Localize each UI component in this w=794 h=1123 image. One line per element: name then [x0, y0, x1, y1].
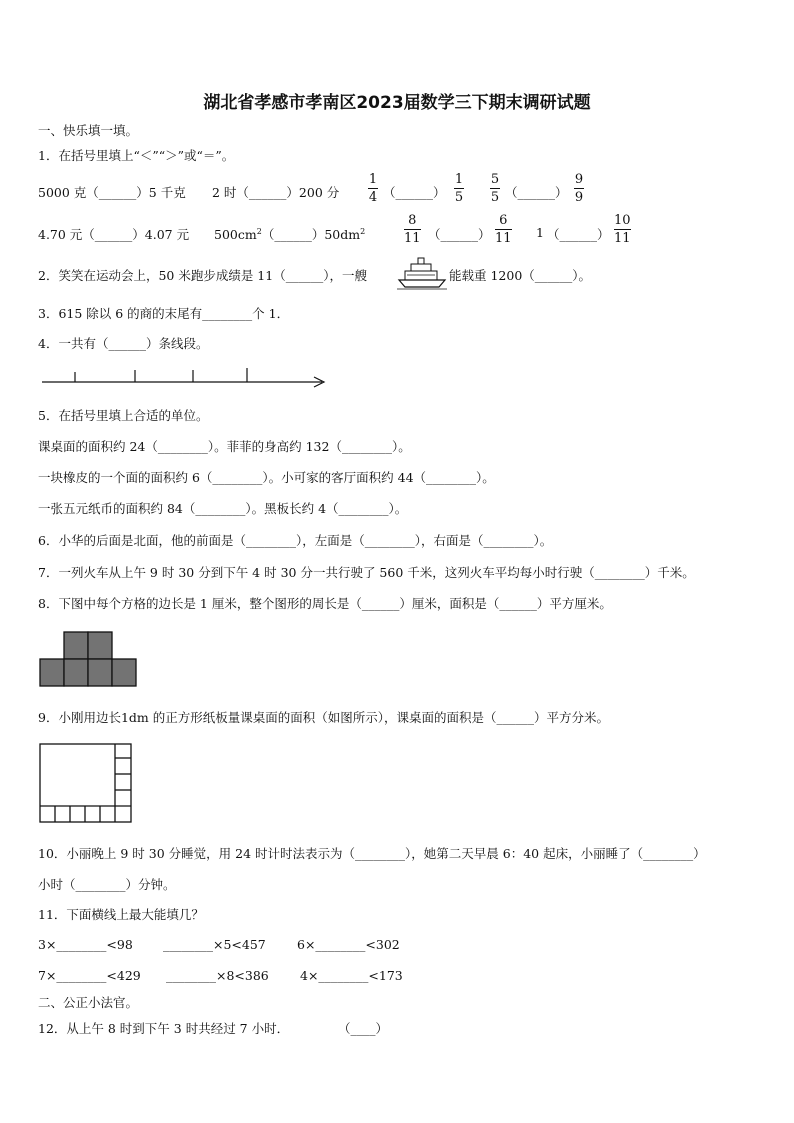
question-3: 3．615 除以 6 的商的末尾有________个 1． — [38, 306, 290, 321]
section-2-heading: 二、公正小法官。 — [38, 995, 139, 1010]
question-4: 4．一共有（______）条线段。 — [38, 336, 209, 351]
q1-blank: （______） — [383, 185, 446, 200]
q5-line-1: 课桌面的面积约 24（________）。菲菲的身高约 132（________）。 — [38, 439, 411, 454]
q1-fraction-g: 10 11 — [614, 213, 631, 246]
q1-item-mass: 5000 克（______）5 千克 — [38, 185, 186, 200]
q1-fraction-e: 8 11 — [404, 213, 421, 246]
q11-item: 6×________<302 — [297, 937, 400, 952]
q5-line-3: 一张五元纸币的面积约 84（________）。黑板长约 4（________）。 — [38, 501, 408, 516]
page-title: 湖北省孝感市孝南区2023届数学三下期末调研试题 — [203, 93, 591, 113]
section-1-heading: 一、快乐填一填。 — [38, 123, 139, 138]
q1-item-area: $500cm^2(\_\_\_\_\_\_)50dm^2$ — [214, 226, 366, 242]
q11-item: ________×8<386 — [166, 968, 269, 983]
q11-item: 7×________<429 — [38, 968, 141, 983]
question-9: 9．小刚用边长1dm 的正方形纸板量课桌面的面积（如图所示），课桌面的面积是（______）平方分米。 — [38, 710, 609, 725]
q1-blank: （______） — [505, 185, 568, 200]
grid-shape-diagram — [38, 630, 140, 688]
question-12: 12．从上午 8 时到下午 3 时共经过 7 小时． — [38, 1021, 290, 1036]
desk-measure-diagram — [38, 742, 134, 824]
q1-fraction-f: 6 11 — [495, 213, 512, 246]
question-8: 8．下图中每个方格的边长是 1 厘米，整个图形的周长是（______）厘米，面积是（______）平方厘米。 — [38, 596, 612, 611]
line-segment-diagram — [40, 364, 330, 390]
q11-item: 4×________<173 — [300, 968, 403, 983]
question-6: 6．小华的后面是北面，他的前面是（________），左面是（________），右面是（________）。 — [38, 533, 553, 548]
question-7: 7．一列火车从上午 9 时 30 分到下午 4 时 30 分一共行驶了 560 千米，这列火车平均每小时行驶（________）千米。 — [38, 565, 695, 580]
q1-blank: （______） — [547, 227, 610, 242]
q12-blank: （____） — [338, 1021, 389, 1036]
question-2-part-1: 2．笑笑在运动会上，50 米跑步成绩是 11（______），一艘 — [38, 268, 367, 283]
q1-whole-number: 1 — [536, 225, 544, 240]
q1-item-money: 4.70 元（______）4.07 元 — [38, 227, 190, 242]
q1-fraction-b: 1 5 — [454, 172, 464, 205]
question-1: 1．在括号里填上“＜”“＞”或“＝”。 — [38, 148, 235, 163]
question-10-line-2: 小时（________）分钟。 — [38, 877, 176, 892]
question-11: 11．下面横线上最大能填几？ — [38, 907, 204, 922]
question-5: 5．在括号里填上合适的单位。 — [38, 408, 209, 423]
q11-item: 3×________<98 — [38, 937, 133, 952]
q1-fraction-d: 9 9 — [574, 172, 584, 205]
q1-fraction-a: 1 4 — [368, 172, 378, 205]
q11-item: ________×5<457 — [163, 937, 266, 952]
q1-blank: （______） — [428, 227, 491, 242]
ship-icon — [397, 256, 447, 290]
question-2-part-2: 能载重 1200（______）。 — [449, 268, 592, 283]
q1-fraction-c: 5 5 — [490, 172, 500, 205]
q1-item-time: 2 时（______）200 分 — [212, 185, 340, 200]
question-10-line-1: 10．小丽晚上 9 时 30 分睡觉，用 24 时计时法表示为（________），她第二天早晨 6：40 起床，小丽睡了（________） — [38, 846, 706, 861]
q5-line-2: 一块橡皮的一个面的面积约 6（________）。小可家的客厅面积约 44（________）。 — [38, 470, 495, 485]
